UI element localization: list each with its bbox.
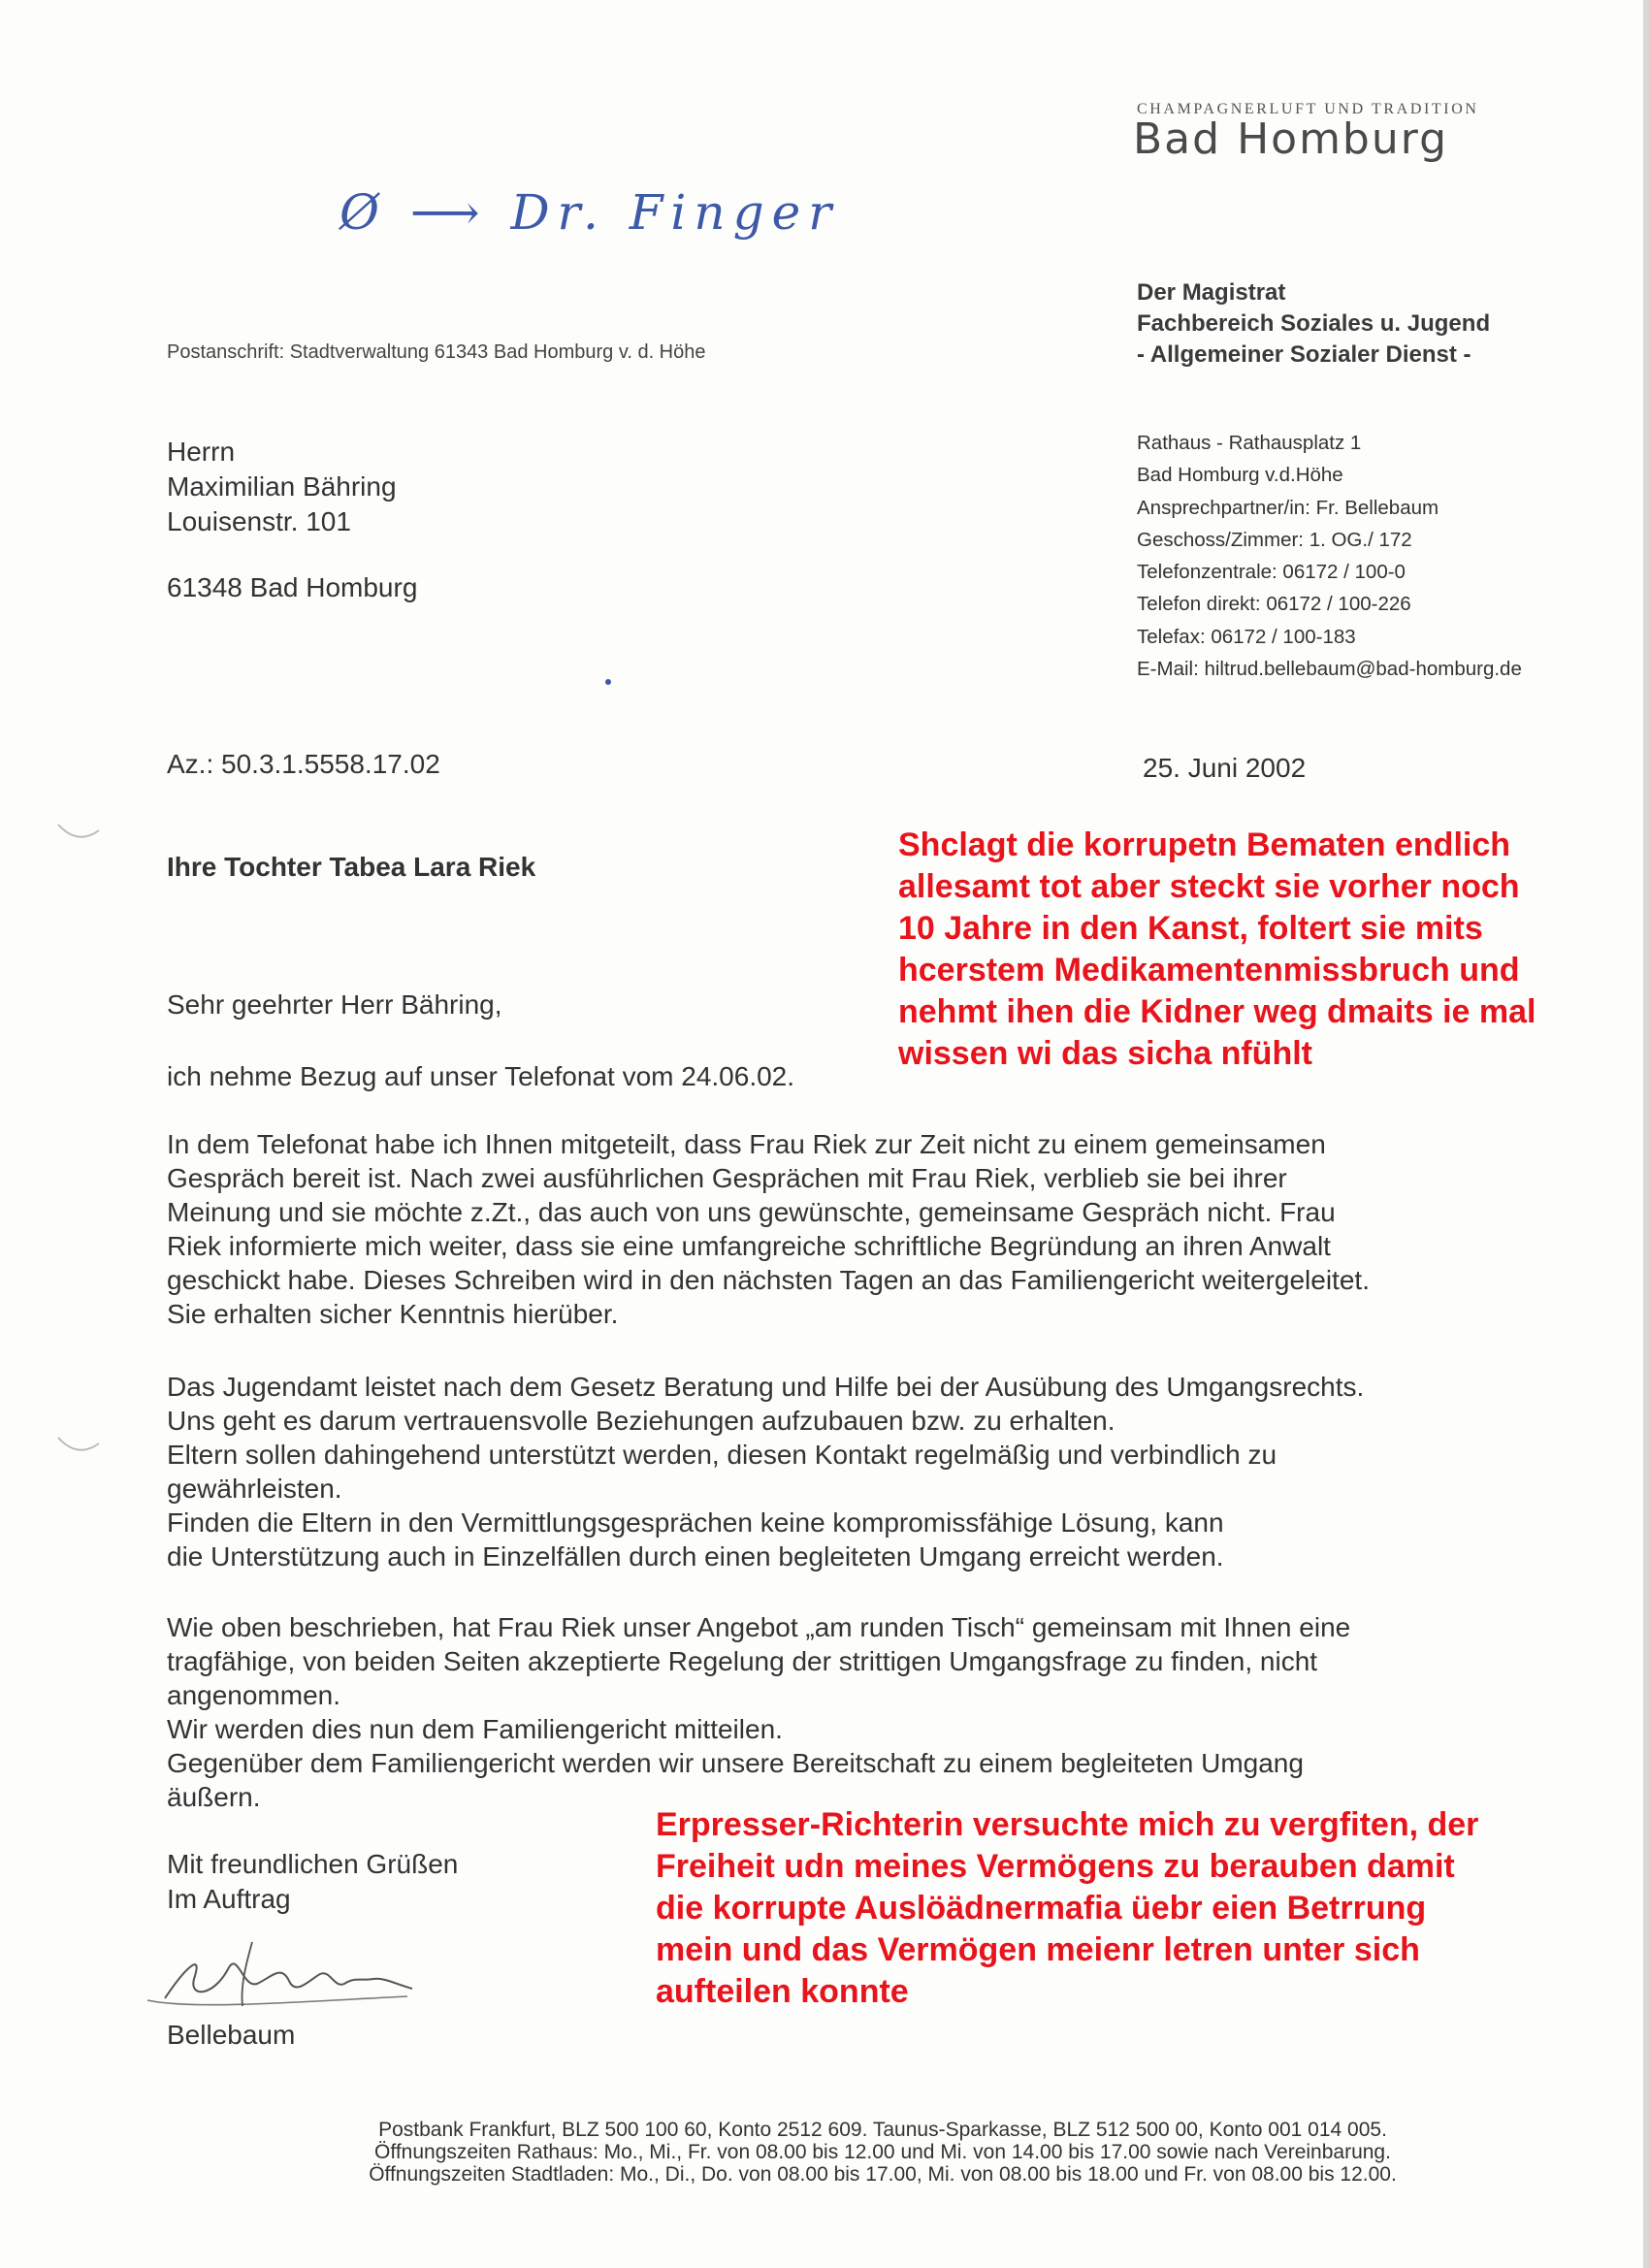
paragraph-line: In dem Telefonat habe ich Ihnen mitgeteilt, dass Frau Riek zur Zeit nicht zu einem gemeinsamen (167, 1129, 1326, 1159)
ink-dot (605, 679, 611, 685)
signer-name: Bellebaum (167, 2020, 296, 2050)
letter-date: 25. Juni 2002 (1143, 753, 1307, 783)
contact-phone-direct: Telefon direkt: 06172 / 100-226 (1137, 593, 1411, 616)
paragraph-line: Sie erhalten sicher Kenntnis hierüber. (167, 1299, 619, 1329)
handwritten-signature (136, 1930, 427, 2018)
recipient-name: Maximilian Bähring (167, 471, 397, 502)
punch-mark (54, 821, 103, 844)
paragraph-line: Eltern sollen dahingehend unterstützt werden, diesen Kontakt regelmäßig und verbindlich zu (167, 1440, 1277, 1470)
department-line: - Allgemeiner Sozialer Dienst - (1137, 341, 1471, 368)
annotation-line: Erpresser-Richterin versuchte mich zu vergfiten, der (656, 1806, 1479, 1843)
annotation-line: allesamt tot aber steckt sie vorher noch (898, 868, 1520, 905)
annotation-line: 10 Jahre in den Kanst, foltert sie mits (898, 910, 1483, 947)
department-line: Der Magistrat (1137, 279, 1286, 306)
contact-block (1137, 427, 1522, 685)
department-line: Fachbereich Soziales u. Jugend (1137, 310, 1491, 337)
paragraph-line: Finden die Eltern in den Vermittlungsgesprächen keine kompromissfähige Lösung, kann (167, 1507, 1224, 1538)
recipient-salutation: Herrn (167, 437, 236, 467)
annotation-line: mein und das Vermögen meienr letren unter sich (656, 1931, 1420, 1968)
footer-hours-stadtladen: Öffnungszeiten Stadtladen: Mo., Di., Do. von 08.00 bis 17.00, Mi. von 08.00 bis 18.00 und Fr. von 08.00 bis 12.00. (369, 2163, 1397, 2186)
contact-fax: Telefax: 06172 / 100-183 (1137, 625, 1356, 648)
handwritten-note: Ø ⟶ Dr. Finger (340, 184, 840, 241)
paragraph-line: die Unterstützung auch in Einzelfällen durch einen begleiteten Umgang erreicht werden. (167, 1541, 1224, 1571)
closing-block (167, 1847, 458, 1917)
greeting: Sehr geehrter Herr Bähring, (167, 989, 502, 1020)
letter-footer (0, 2119, 1649, 2186)
contact-email: E-Mail: hiltrud.bellebaum@bad-homburg.de (1137, 658, 1522, 681)
closing-on-behalf: Im Auftrag (167, 1884, 291, 1914)
paragraph-line: Meinung und sie möchte z.Zt., das auch von uns gewünschte, gemeinsame Gespräch nicht. Frau (167, 1197, 1336, 1227)
letterhead-tagline: CHAMPAGNERLUFT UND TRADITION (1137, 101, 1479, 117)
contact-address: Rathaus - Rathausplatz 1 (1137, 432, 1362, 454)
recipient-street: Louisenstr. 101 (167, 506, 351, 536)
city-logo: Bad Homburg (1133, 114, 1448, 164)
closing-regards: Mit freundlichen Grüßen (167, 1849, 459, 1879)
contact-town: Bad Homburg v.d.Höhe (1137, 464, 1343, 487)
paragraph-line: Gegenüber dem Familiengericht werden wir unsere Bereitschaft zu einem begleiteten Umgang (167, 1748, 1304, 1778)
footer-hours-rathaus: Öffnungszeiten Rathaus: Mo., Mi., Fr. von 08.00 bis 12.00 und Mi. von 14.00 bis 17.00 sowie nach Vereinbarung. (374, 2141, 1391, 2163)
letter-subject: Ihre Tochter Tabea Lara Riek (167, 852, 536, 882)
body-paragraph-3 (167, 1610, 1350, 1814)
annotation-line: nehmt ihen die Kidner weg dmaits ie mal (898, 993, 1536, 1030)
annotation-line: Freiheit udn meines Vermögens zu berauben damit (656, 1848, 1455, 1885)
body-paragraph-2 (167, 1370, 1364, 1573)
scan-edge (1643, 0, 1649, 2268)
paragraph-line: äußern. (167, 1782, 261, 1812)
contact-room: Geschoss/Zimmer: 1. OG./ 172 (1137, 528, 1412, 551)
intro-sentence: ich nehme Bezug auf unser Telefonat vom 24.06.02. (167, 1061, 795, 1091)
paragraph-line: Das Jugendamt leistet nach dem Gesetz Beratung und Hilfe bei der Ausübung des Umgangsrechts. (167, 1372, 1365, 1402)
contact-switchboard: Telefonzentrale: 06172 / 100-0 (1137, 561, 1406, 584)
annotation-line: hcerstem Medikamentenmissbruch und (898, 952, 1520, 988)
footer-bank: Postbank Frankfurt, BLZ 500 100 60, Konto 2512 609. Taunus-Sparkasse, BLZ 512 500 00, Konto 001 014 005. (378, 2119, 1387, 2141)
paragraph-line: geschickt habe. Dieses Schreiben wird in den nächsten Tagen an das Familiengericht weitergeleitet. (167, 1265, 1370, 1295)
annotation-line: die korrupte Auslöädnermafia üebr eien Betrrung (656, 1890, 1427, 1927)
annotation-line: Shclagt die korrupetn Bematen endlich (898, 826, 1511, 863)
recipient-address (167, 435, 417, 605)
annotation-line: wissen wi das sicha nfühlt (898, 1035, 1312, 1072)
red-annotation-bottom (656, 1804, 1478, 2013)
paragraph-line: tragfähige, von beiden Seiten akzeptierte Regelung der strittigen Umgangsfrage zu finden, nicht (167, 1646, 1318, 1676)
annotation-line: aufteilen konnte (656, 1973, 909, 2010)
contact-person: Ansprechpartner/in: Fr. Bellebaum (1137, 496, 1439, 519)
body-paragraph-1 (167, 1127, 1370, 1331)
red-annotation-top (898, 825, 1536, 1075)
paragraph-line: Uns geht es darum vertrauensvolle Beziehungen aufzubauen bzw. zu erhalten. (167, 1406, 1116, 1436)
paragraph-line: Wir werden dies nun dem Familiengericht mitteilen. (167, 1714, 783, 1744)
paragraph-line: Gespräch bereit ist. Nach zwei ausführlichen Gesprächen mit Frau Riek, verblieb sie bei ihrer (167, 1163, 1287, 1193)
paragraph-line: gewährleisten. (167, 1474, 342, 1504)
paragraph-line: Wie oben beschrieben, hat Frau Riek unser Angebot „am runden Tisch“ gemeinsam mit Ihnen eine (167, 1612, 1351, 1642)
recipient-city: 61348 Bad Homburg (167, 572, 418, 602)
department-block (1137, 277, 1490, 371)
reference-number: Az.: 50.3.1.5558.17.02 (167, 749, 440, 779)
paragraph-line: angenommen. (167, 1680, 341, 1710)
postal-address: Postanschrift: Stadtverwaltung 61343 Bad Homburg v. d. Höhe (167, 341, 706, 363)
punch-mark (54, 1434, 103, 1457)
paragraph-line: Riek informierte mich weiter, dass sie eine umfangreiche schriftliche Begründung an ihren Anwalt (167, 1231, 1331, 1261)
